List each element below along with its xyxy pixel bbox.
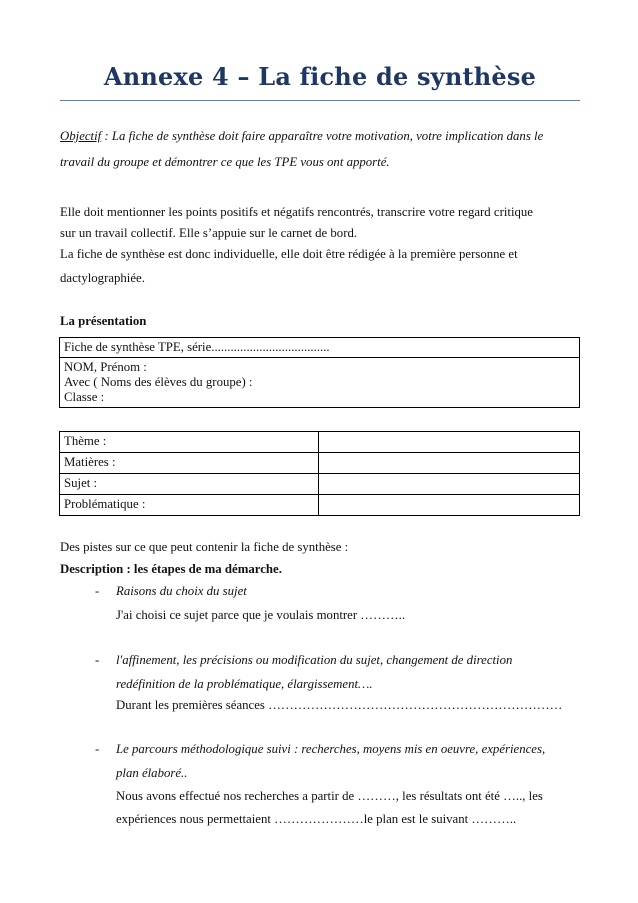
list-item-title-cont: redéfinition de la problématique, élargissement….: [116, 677, 373, 691]
table-cell: Matières :: [60, 453, 319, 474]
table-row: [60, 495, 580, 516]
table-cell: [60, 358, 580, 408]
list-item-title-cont: plan élaboré..: [116, 766, 188, 780]
table-row: [60, 474, 580, 495]
description-heading: Description : les étapes de ma démarche.: [60, 562, 282, 576]
list-item-text-cont: expériences nous permettaient …………………le plan est le suivant ………..: [116, 812, 517, 826]
list-item-text: Durant les premières séances ……………………………………………………………: [116, 698, 563, 712]
objectif-line-2: travail du groupe et démontrer ce que les TPE vous ont apporté.: [60, 155, 390, 169]
table-cell-empty: [319, 432, 580, 453]
objectif-line-1: [60, 129, 543, 144]
table-row: [60, 338, 580, 358]
list-bullet: -: [95, 653, 100, 667]
list-item-title: Le parcours méthodologique suivi : recherches, moyens mis en oeuvre, expériences,: [116, 742, 546, 756]
title-underline-rule: [60, 100, 580, 101]
list-item-title: l'affinement, les précisions ou modification du sujet, changement de direction: [116, 653, 513, 667]
nom-prenom-label: NOM, Prénom :: [64, 360, 147, 374]
table-row: [60, 453, 580, 474]
table-cell-empty: [319, 474, 580, 495]
presentation-heading: La présentation: [60, 314, 147, 328]
list-bullet: -: [95, 742, 100, 756]
objectif-label: Objectif: [60, 129, 102, 143]
list-item-title: Raisons du choix du sujet: [116, 584, 247, 598]
table-cell: Fiche de synthèse TPE, série.....................................: [60, 338, 580, 358]
info-table: [59, 431, 580, 516]
list-bullet: -: [95, 584, 100, 598]
table-cell: Thème :: [60, 432, 319, 453]
paragraph-line-1: Elle doit mentionner les points positifs et négatifs rencontrés, transcrire votre regard critique: [60, 205, 533, 219]
presentation-table: [59, 337, 580, 408]
list-item-text: Nous avons effectué nos recherches a partir de ………, les résultats ont été ….., les: [116, 789, 543, 803]
classe-label: Classe :: [64, 390, 105, 404]
table-cell: Sujet :: [60, 474, 319, 495]
avec-label: Avec ( Noms des élèves du groupe) :: [64, 375, 253, 389]
table-row: [60, 358, 580, 408]
pistes-line: Des pistes sur ce que peut contenir la fiche de synthèse :: [60, 540, 349, 554]
table-row: [60, 432, 580, 453]
paragraph-line-2: sur un travail collectif. Elle s’appuie sur le carnet de bord.: [60, 226, 358, 240]
objectif-text-1: : La fiche de synthèse doit faire apparaître votre motivation, votre implication dans le: [101, 129, 544, 143]
table-cell-empty: [319, 453, 580, 474]
page-title: Annexe 4 – La fiche de synthèse: [103, 62, 537, 91]
list-item-text: J'ai choisi ce sujet parce que je voulais montrer ………..: [116, 608, 406, 622]
table-cell: Problématique :: [60, 495, 319, 516]
paragraph-line-3: La fiche de synthèse est donc individuelle, elle doit être rédigée à la première personne et: [60, 247, 518, 261]
table-cell-empty: [319, 495, 580, 516]
paragraph-line-4: dactylographiée.: [60, 271, 145, 285]
